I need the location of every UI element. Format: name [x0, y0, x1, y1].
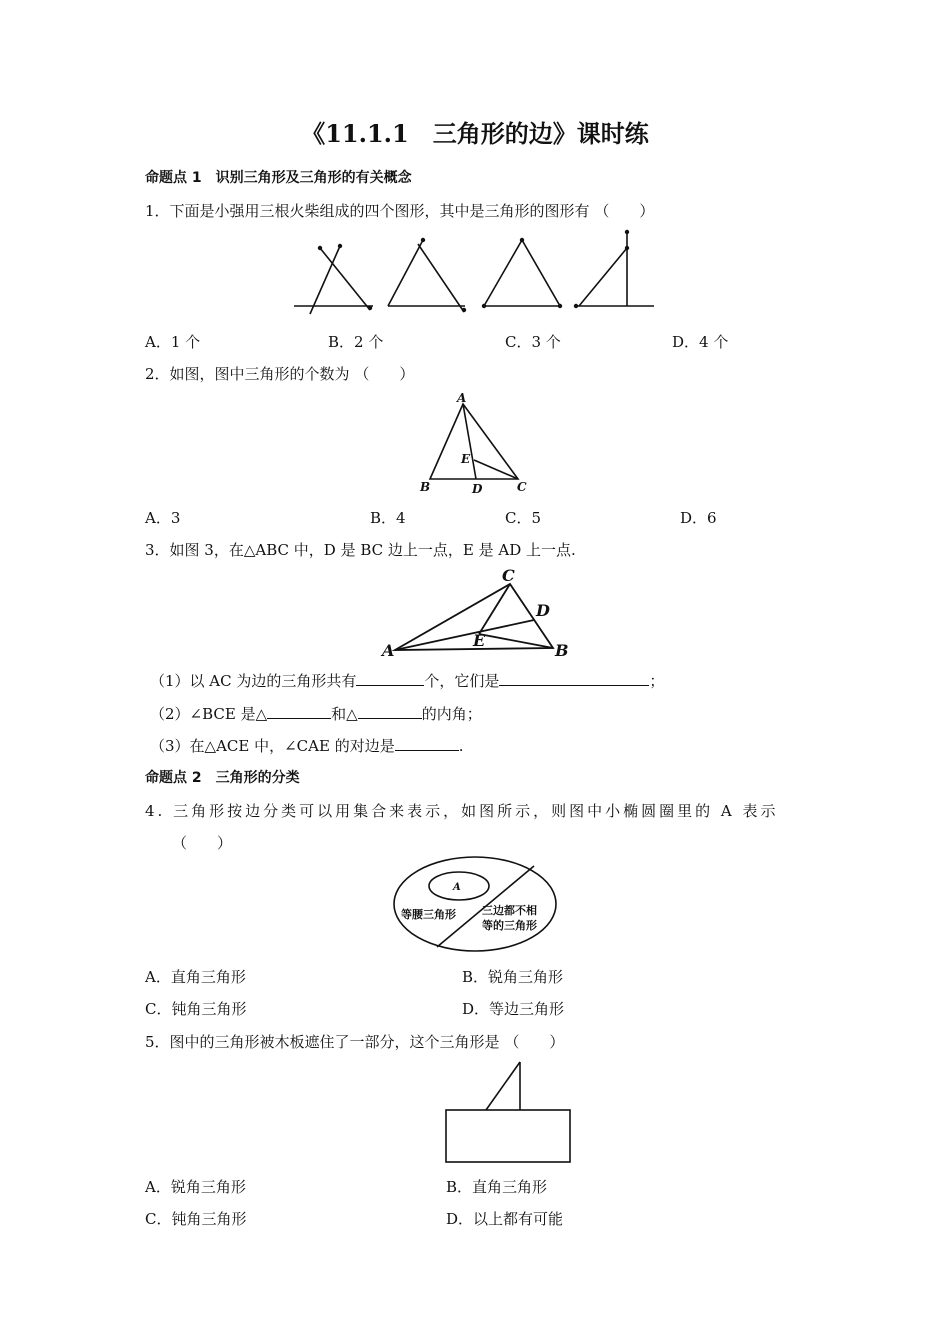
q3-sub3-text-a: （3）在△ACE 中，∠CAE 的对边是	[150, 737, 395, 755]
q1-option-a: A．1 个	[145, 333, 201, 351]
question-1-text: 1．下面是小强用三根火柴组成的四个图形，其中是三角形的图形有 （ ）	[145, 202, 655, 220]
q3-label-e: E	[473, 631, 486, 650]
q4-option-d: D．等边三角形	[462, 1000, 565, 1018]
section-heading-1: 命题点 1 识别三角形及三角形的有关概念	[145, 170, 412, 186]
q4-right-label-2: 等的三角形	[482, 919, 537, 932]
q3-label-b: B	[555, 641, 569, 660]
question-5-text: 5．图中的三角形被木板遮住了一部分，这个三角形是 （ ）	[145, 1033, 565, 1051]
q2-option-a: A．3	[145, 509, 181, 527]
q2-label-b: B	[420, 480, 431, 494]
q5-option-b: B．直角三角形	[446, 1178, 548, 1196]
question-4-paren: （ ）	[172, 834, 233, 852]
q3-sub2-text-b: 和△	[331, 705, 358, 723]
page-title: 《11.1.1 三角形的边》课时练	[301, 119, 649, 148]
q4-option-b: B．锐角三角形	[462, 968, 564, 986]
q4-left-label: 等腰三角形	[401, 908, 456, 921]
q2-label-a: A	[457, 391, 467, 405]
q3-label-c: C	[502, 566, 515, 585]
q3-sub2-text-c: 的内角；	[421, 705, 482, 723]
q4-inner-label: A	[453, 882, 461, 893]
section-heading-2: 命题点 2 三角形的分类	[145, 770, 300, 786]
q2-label-d: D	[472, 482, 483, 496]
q4-option-a: A．直角三角形	[145, 968, 246, 986]
q2-option-c: C．5	[505, 509, 542, 527]
q1-option-b: B．2 个	[328, 333, 384, 351]
q3-sub1-text-b: 个，它们是	[424, 672, 500, 690]
q5-option-a: A．锐角三角形	[145, 1178, 246, 1196]
q4-option-c: C．钝角三角形	[145, 1000, 247, 1018]
q2-label-c: C	[517, 480, 527, 494]
q2-option-d: D．6	[680, 509, 717, 527]
q3-sub1-text-a: （1）以 AC 为边的三角形共有	[150, 672, 357, 690]
q3-sub3-text-b: .	[458, 737, 464, 755]
q3-label-a: A	[382, 641, 395, 660]
question-2-text: 2．如图，图中三角形的个数为 （ ）	[145, 365, 415, 383]
q3-sub2-text-a: （2）∠BCE 是△	[150, 705, 268, 723]
q3-label-d: D	[536, 601, 550, 620]
q5-option-d: D．以上都有可能	[446, 1210, 564, 1228]
q3-sub1-text-c: ；	[649, 672, 665, 690]
q2-option-b: B．4	[370, 509, 406, 527]
q1-option-c: C．3 个	[505, 333, 561, 351]
q4-right-label-1: 三边都不相	[482, 904, 537, 917]
q5-option-c: C．钝角三角形	[145, 1210, 247, 1228]
question-3-text: 3．如图 3，在△ABC 中，D 是 BC 边上一点，E 是 AD 上一点.	[145, 541, 576, 559]
q1-option-d: D．4 个	[672, 333, 729, 351]
question-4-text: 4. 三角形按边分类可以用集合来表示，如图所示，则图中小椭圆圈里的 A 表示	[145, 802, 779, 820]
q2-label-e: E	[461, 452, 471, 466]
